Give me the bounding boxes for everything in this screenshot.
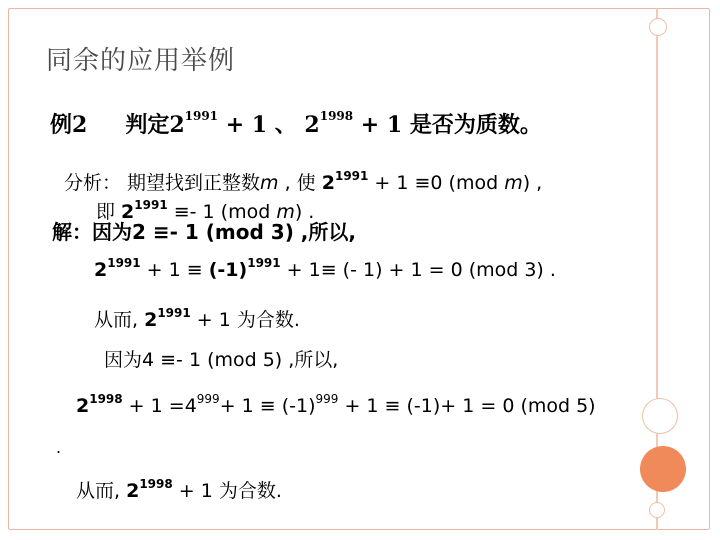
analysis-line: [64, 168, 542, 195]
example-judge: 判定2: [125, 112, 185, 138]
conclusion-1998: [76, 476, 282, 503]
then1-prefix: 从而,: [94, 309, 145, 331]
analysis-exp: 1991: [334, 169, 369, 183]
eq1-a-exp: 1991: [107, 256, 141, 270]
ji-exp: 1991: [134, 198, 168, 212]
ji-base: 2: [121, 201, 135, 223]
period-mark: .: [56, 438, 62, 457]
equation-mod5: [76, 392, 596, 417]
because-mod5-line: 因为4 ≡- 1 (mod 5) ,所以,: [104, 349, 339, 371]
decoration-circle-bottom: [649, 502, 665, 518]
equation-mod3: [94, 256, 556, 281]
analysis-base: 2: [321, 172, 335, 194]
analysis-m1: m: [260, 172, 279, 194]
eq2-c-exp: 999: [315, 392, 339, 406]
eq2-b-exp: 999: [196, 392, 220, 406]
ji-close: ) .: [294, 201, 315, 223]
decoration-circle-filled: [640, 446, 686, 492]
eq1-t2: + 1≡ (- 1) + 1 = 0 (mod 3) .: [280, 259, 556, 281]
solution-line: 解：因为2 ≡- 1 (mod 3) ,所以,: [52, 220, 356, 244]
eq2-a-exp: 1998: [89, 392, 123, 406]
eq2-t1: + 1 =4: [122, 395, 197, 417]
decoration-circle-top: [649, 18, 667, 36]
then1-tail: + 1 为合数.: [190, 309, 300, 331]
then2-base: 2: [126, 480, 140, 502]
analysis-middle: , 使: [278, 172, 322, 194]
then2-tail: + 1 为合数.: [172, 480, 282, 502]
conclusion-1991: [94, 305, 300, 332]
then1-exp: 1991: [157, 306, 191, 320]
example-label: 例2: [50, 112, 88, 138]
analysis-prefix: 分析： 期望找到正整数: [64, 172, 261, 194]
then2-prefix: 从而,: [76, 480, 127, 502]
decoration-circle-outline: [642, 398, 678, 434]
eq1-b-base: (-1): [208, 259, 248, 281]
eq1-b-exp: 1991: [247, 256, 281, 270]
example-mid: + 1 、 2: [218, 112, 320, 138]
ji-prefix: 即: [96, 201, 122, 223]
eq2-a-base: 2: [76, 395, 90, 417]
then2-exp: 1998: [139, 477, 173, 491]
ji-tail: ≡- 1 (mod: [167, 201, 277, 223]
ji-m: m: [276, 201, 295, 223]
slide-title: 同余的应用举例: [46, 46, 236, 76]
example-statement: [50, 108, 542, 139]
analysis-close: ) ,: [522, 172, 543, 194]
eq1-t1: + 1 ≡: [140, 259, 209, 281]
eq2-t2: + 1 ≡ (-1): [219, 395, 316, 417]
analysis-m2: m: [504, 172, 523, 194]
analysis-tail: + 1 ≡0 (mod: [368, 172, 505, 194]
then1-base: 2: [144, 309, 158, 331]
example-exp2: 1998: [319, 109, 354, 123]
eq1-a-base: 2: [94, 259, 108, 281]
example-exp1: 1991: [184, 109, 219, 123]
example-end: + 1 是否为质数。: [353, 112, 542, 138]
eq2-t3: + 1 ≡ (-1)+ 1 = 0 (mod 5): [338, 395, 596, 417]
